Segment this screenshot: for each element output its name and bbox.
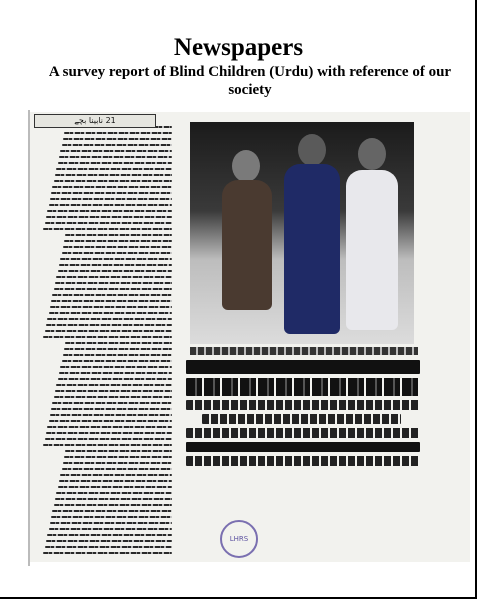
text-line (58, 270, 172, 272)
text-line (49, 312, 173, 314)
text-line (43, 228, 172, 230)
text-line (47, 210, 172, 212)
text-line (46, 324, 172, 326)
text-line (49, 528, 173, 530)
text-line (59, 264, 172, 266)
text-line (59, 372, 172, 374)
text-line (65, 342, 172, 344)
text-line (43, 444, 172, 446)
text-line (55, 390, 172, 392)
child-figure-right (340, 138, 402, 338)
text-line (54, 396, 172, 398)
text-line (63, 138, 172, 140)
child-figure-left (218, 150, 278, 340)
text-line (63, 354, 172, 356)
text-line (64, 240, 172, 242)
text-line (60, 474, 172, 476)
text-line (65, 234, 172, 236)
clipping-edge (28, 110, 30, 566)
text-line (63, 462, 172, 464)
text-line (50, 522, 172, 524)
headline-sub-1 (186, 400, 420, 410)
text-line (54, 504, 172, 506)
text-line (47, 318, 172, 320)
text-line (56, 492, 172, 494)
text-line (59, 156, 172, 158)
document-heading: Newspapers (173, 34, 304, 61)
text-line (55, 174, 172, 176)
text-line (45, 222, 172, 224)
text-line (59, 480, 172, 482)
text-line (50, 306, 172, 308)
text-line (51, 192, 172, 194)
text-line (51, 408, 172, 410)
headline-sub-2 (202, 414, 401, 424)
text-line (51, 516, 172, 518)
text-line (52, 402, 172, 404)
text-line (50, 414, 172, 416)
headline-sub-3 (186, 428, 420, 438)
text-line (62, 252, 173, 254)
text-line (54, 180, 172, 182)
text-line (52, 186, 172, 188)
text-line (64, 132, 172, 134)
text-line (64, 456, 172, 458)
text-line (56, 384, 172, 386)
text-line (54, 288, 172, 290)
text-line (49, 420, 173, 422)
text-line (58, 378, 172, 380)
urdu-headline-block (186, 360, 420, 470)
text-line (60, 366, 172, 368)
text-line (58, 486, 172, 488)
children-photo (190, 122, 414, 344)
text-line (64, 348, 172, 350)
text-line (62, 468, 173, 470)
text-line (51, 300, 172, 302)
headline-bar-1 (186, 360, 420, 374)
text-line (65, 450, 172, 452)
child-figure-middle (280, 134, 344, 339)
text-line (43, 336, 172, 338)
text-line (52, 510, 172, 512)
text-line (50, 198, 172, 200)
text-line (46, 216, 172, 218)
text-line (56, 276, 172, 278)
text-line (47, 534, 172, 536)
text-line (62, 360, 173, 362)
headline-bar-2 (186, 442, 420, 452)
text-line (45, 438, 172, 440)
text-line (43, 552, 172, 554)
urdu-text-column (42, 126, 172, 558)
text-line (45, 546, 172, 548)
text-line (45, 330, 172, 332)
text-line (56, 168, 172, 170)
text-line (55, 498, 172, 500)
library-stamp: LHRS (220, 520, 258, 558)
text-line (62, 144, 173, 146)
column-header: 21 نابینا بچے (34, 114, 156, 128)
text-line (49, 204, 173, 206)
text-line (60, 258, 172, 260)
photo-caption (190, 347, 418, 355)
text-line (58, 162, 172, 164)
text-line (55, 282, 172, 284)
text-line (47, 426, 172, 428)
text-line (63, 246, 172, 248)
text-line (46, 432, 172, 434)
headline-main (186, 378, 420, 396)
text-line (60, 150, 172, 152)
headline-sub-4 (186, 456, 420, 466)
document-subheading: A survey report of Blind Children (Urdu) with reference of our society (48, 64, 452, 98)
text-line (52, 294, 172, 296)
text-line (46, 540, 172, 542)
